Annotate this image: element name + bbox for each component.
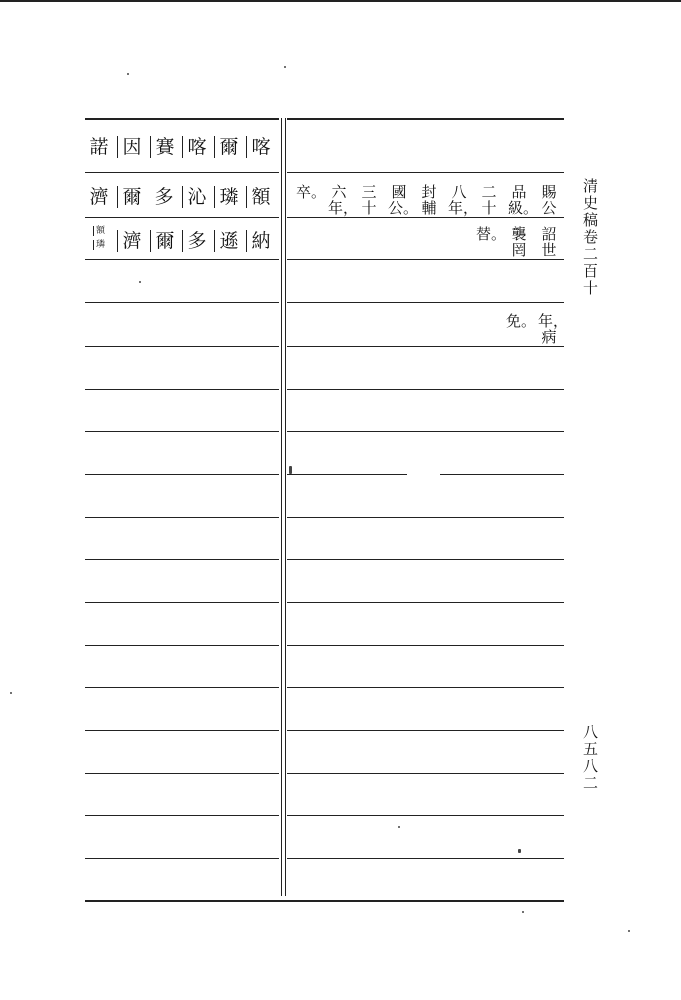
name-char: 因	[117, 136, 146, 158]
rule	[440, 474, 564, 475]
rule	[287, 602, 564, 603]
rule	[85, 858, 279, 859]
rule	[287, 730, 564, 731]
name-char: 璘	[214, 186, 243, 208]
rule	[85, 474, 279, 475]
name-small-char: 璘	[93, 240, 105, 250]
scan-speck	[127, 73, 129, 75]
entry-char: 級。	[508, 199, 539, 217]
rule	[85, 559, 279, 560]
rule	[287, 474, 407, 475]
rule	[85, 815, 279, 816]
rule	[85, 259, 279, 260]
name-char: 額	[246, 186, 275, 208]
rule	[85, 602, 279, 603]
rule	[85, 773, 279, 774]
entry-char: 八	[451, 183, 467, 201]
entry-char: 封	[421, 183, 437, 201]
scan-speck	[289, 466, 292, 474]
rule	[287, 773, 564, 774]
rule	[287, 431, 564, 432]
scan-speck	[628, 930, 630, 932]
rule	[85, 517, 279, 518]
entry-char: 詔	[541, 225, 557, 243]
book-title: 清史稿卷二百十	[581, 178, 599, 297]
scan-speck	[10, 692, 12, 694]
name-char: 爾	[214, 136, 243, 158]
rule	[85, 389, 279, 390]
entry-char: 三	[361, 183, 377, 201]
rule	[287, 118, 564, 120]
entry-char: 罔	[511, 241, 527, 259]
name-char: 爾	[117, 186, 146, 208]
rule	[85, 217, 279, 218]
entry-char: 世	[541, 241, 557, 259]
name-char: 納	[246, 230, 275, 252]
name-char: 濟	[117, 230, 146, 252]
entry-end: 免。	[506, 312, 537, 330]
entry-char: 輔	[421, 199, 437, 217]
rule	[85, 118, 279, 120]
name-char: 多	[154, 186, 174, 208]
scan-speck	[139, 281, 141, 283]
rule	[287, 645, 564, 646]
entry-char: 二	[481, 183, 497, 201]
rule	[85, 346, 279, 347]
rule	[85, 645, 279, 646]
rule	[85, 687, 279, 688]
entry-char: 國	[391, 183, 407, 201]
scan-speck	[398, 826, 400, 828]
entry-char: 襲	[511, 225, 527, 243]
name-char: 喀	[182, 136, 211, 158]
column-divider	[281, 118, 282, 896]
entry-char: 十	[481, 199, 497, 217]
entry-char: 年，	[448, 199, 479, 217]
name-char: 多	[182, 230, 211, 252]
name-char: 賽	[150, 136, 179, 158]
entry-char: 病	[541, 328, 557, 346]
rule	[287, 687, 564, 688]
entry-char: 公	[541, 199, 557, 217]
entry-char: 六	[331, 183, 347, 201]
name-small-char: 額	[93, 226, 105, 236]
rule	[85, 172, 279, 173]
rule	[85, 730, 279, 731]
entry-char: 賜	[541, 183, 557, 201]
scan-speck	[284, 66, 286, 68]
entry-char: 年，	[538, 312, 569, 330]
top-border	[0, 0, 681, 2]
rule	[287, 858, 564, 859]
page-number: 八五八二	[581, 724, 599, 792]
rule	[287, 815, 564, 816]
column-divider-inner	[285, 118, 286, 896]
rule	[287, 172, 564, 173]
rule	[287, 389, 564, 390]
rule	[287, 346, 564, 347]
scan-speck	[522, 911, 524, 913]
name-char: 爾	[150, 230, 179, 252]
entry-end: 替。	[476, 225, 507, 243]
rule	[287, 302, 564, 303]
scan-speck	[518, 849, 521, 853]
entry-char: 年，	[328, 199, 359, 217]
name-char: 沁	[182, 186, 211, 208]
name-char: 喀	[246, 136, 275, 158]
rule	[287, 559, 564, 560]
name-char: 遜	[214, 230, 243, 252]
rule	[85, 431, 279, 432]
rule	[287, 517, 564, 518]
bottom-rule	[85, 900, 564, 902]
entry-end: 卒。	[296, 183, 327, 201]
entry-char: 公。	[388, 199, 419, 217]
rule	[85, 302, 279, 303]
entry-char: 十	[361, 199, 377, 217]
entry-char: 品	[511, 183, 527, 201]
name-char: 濟	[89, 186, 109, 208]
name-char: 諾	[89, 136, 109, 158]
